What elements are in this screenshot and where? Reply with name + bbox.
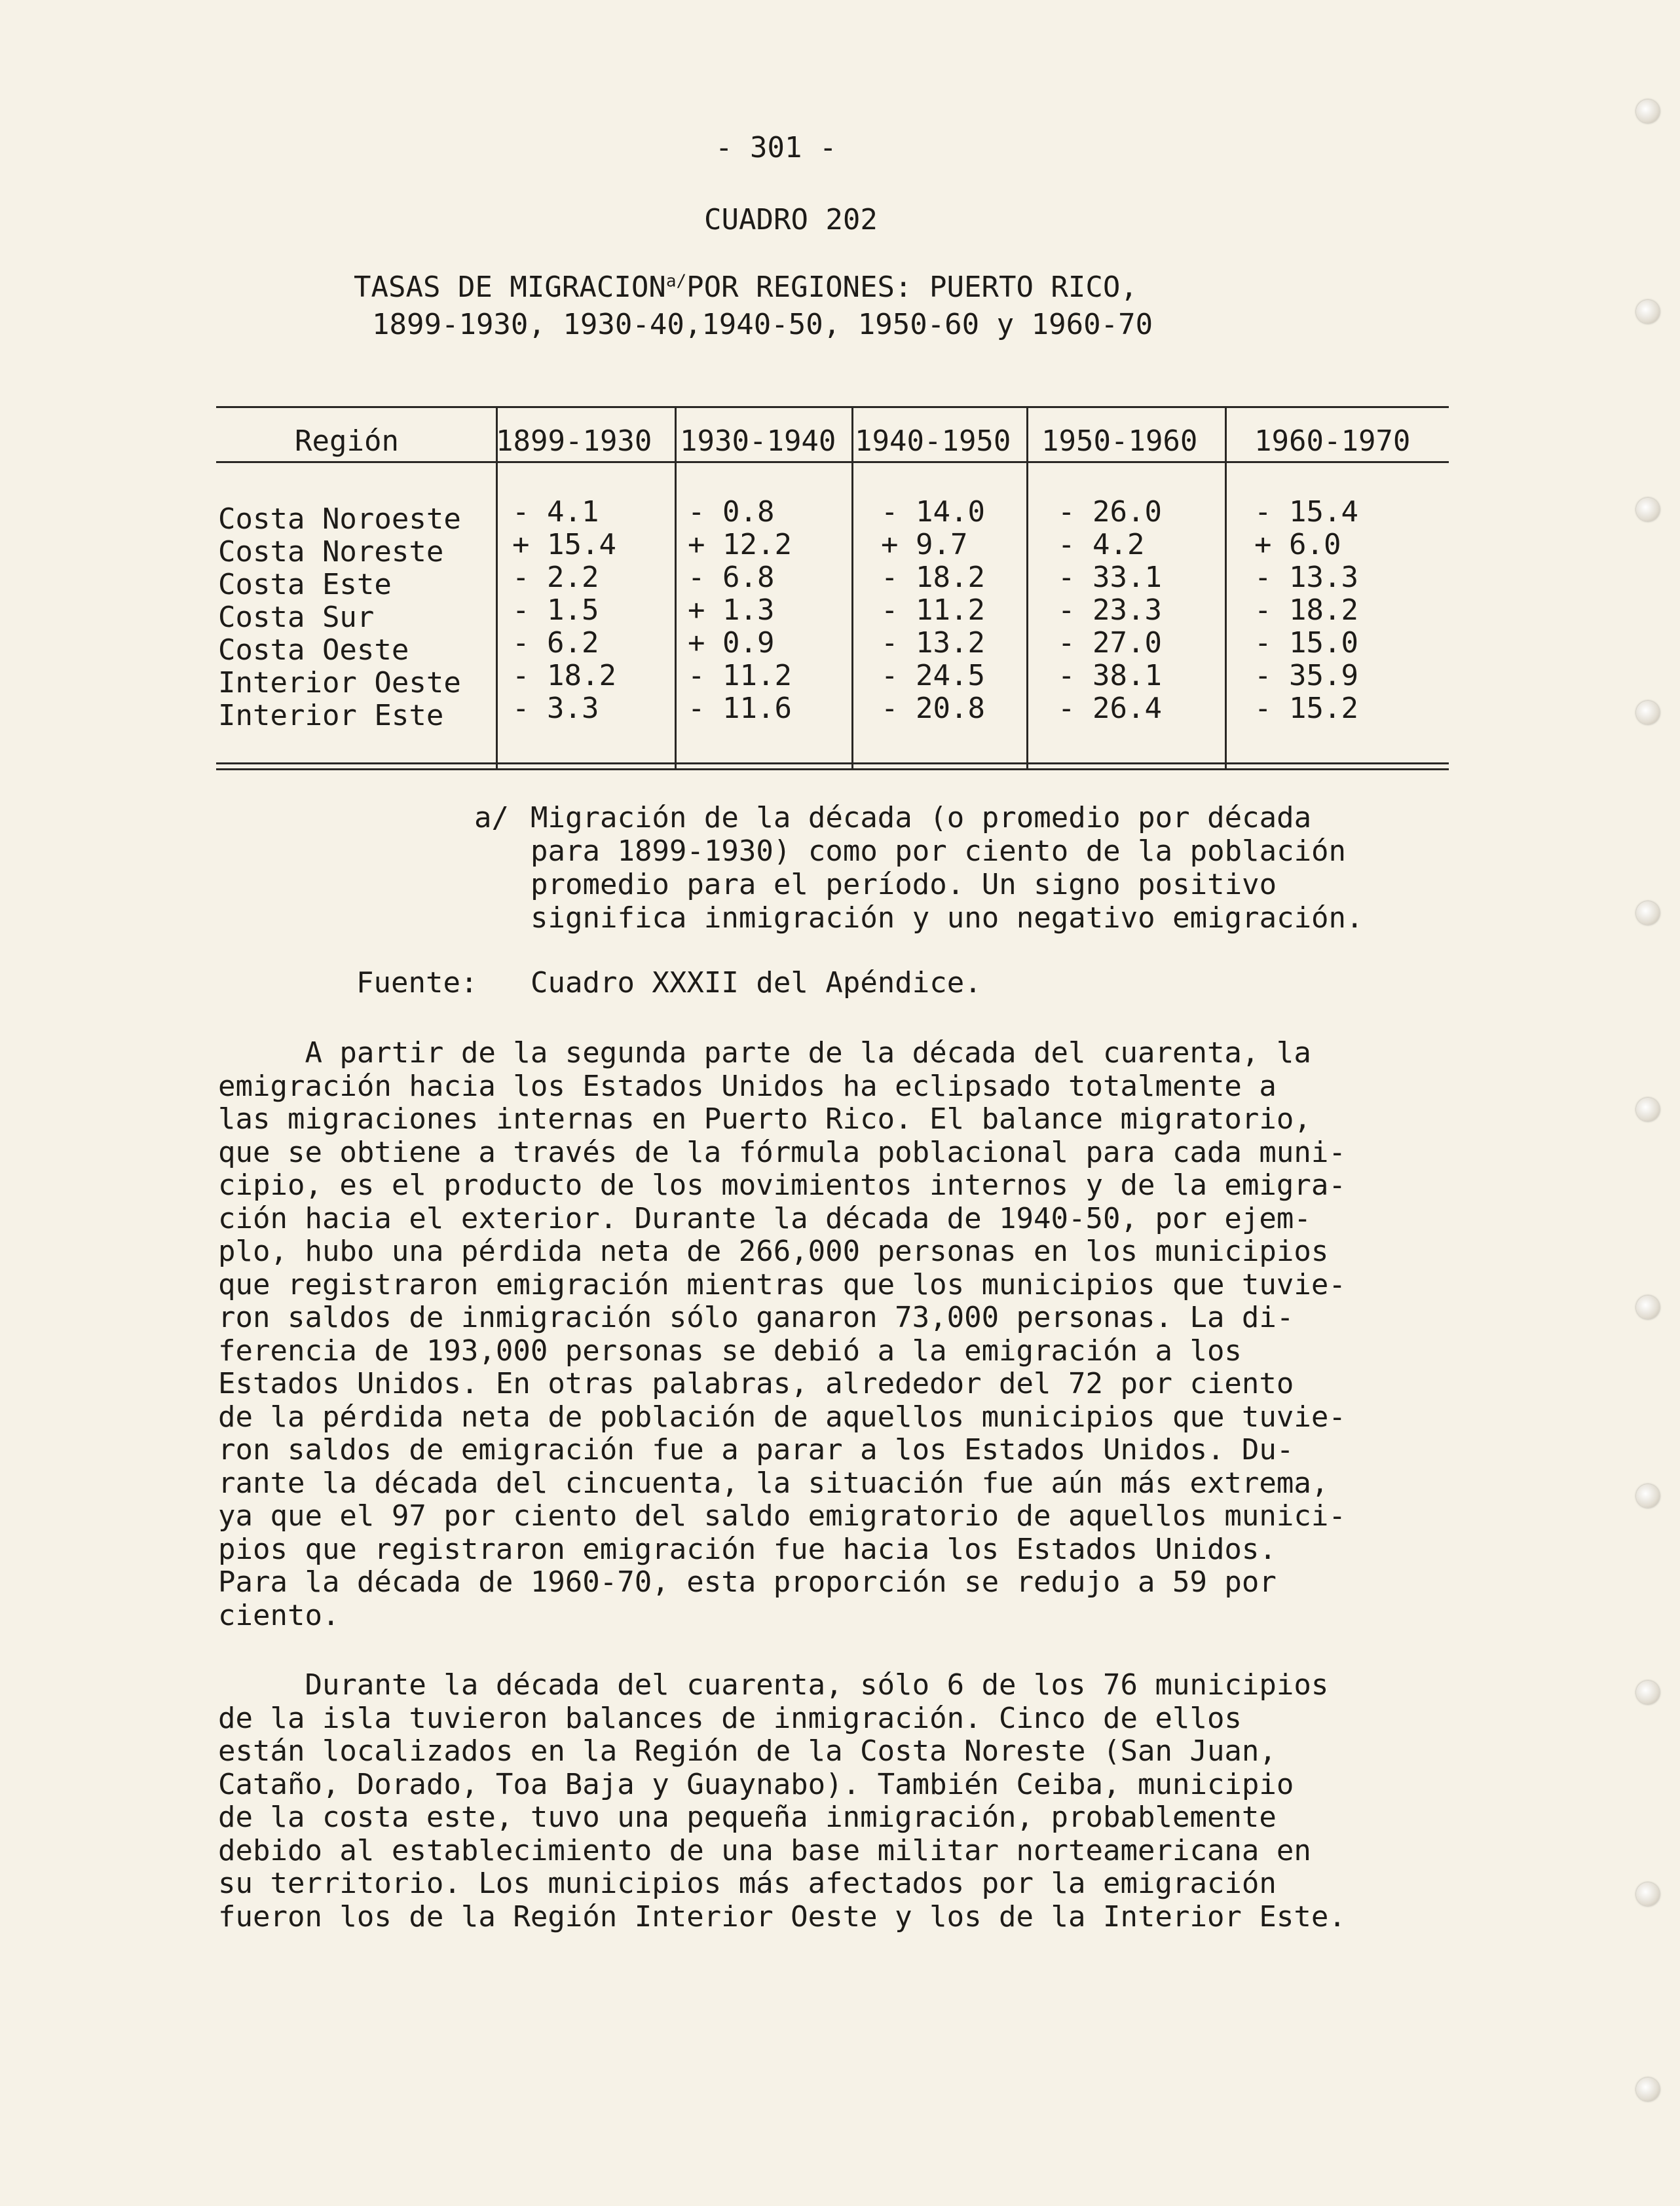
header-1960-1970: 1960-1970: [1254, 424, 1411, 458]
col-divider: [1026, 406, 1028, 770]
text-line: Durante la década del cuarenta, sólo 6 de los 76 municipios: [218, 1668, 1329, 1702]
text-line: de la pérdida neta de población de aquellos municipios que tuvie-: [218, 1400, 1346, 1434]
footnote-mark: a/: [474, 801, 509, 834]
cell: - 0.8: [688, 495, 775, 529]
binder-hole: [1636, 1296, 1660, 1319]
cell: - 23.3: [1058, 593, 1162, 627]
table-top-rule: [216, 406, 1449, 408]
cell: - 2.2: [512, 561, 599, 594]
cell: - 35.9: [1254, 659, 1358, 692]
row-region: Costa Noreste: [218, 535, 444, 569]
cell: - 18.2: [881, 561, 985, 594]
cell: + 0.9: [688, 626, 775, 660]
cell: - 20.8: [881, 692, 985, 725]
binder-hole: [1636, 2078, 1660, 2101]
row-region: Costa Noroeste: [218, 502, 461, 536]
text-line: A partir de la segunda parte de la década del cuarenta, la: [218, 1036, 1311, 1070]
cell: - 18.2: [512, 659, 616, 692]
col-divider: [675, 406, 677, 770]
table-number: CUADRO 202: [704, 203, 878, 236]
footnote-line: Migración de la década (o promedio por década: [531, 801, 1312, 834]
cell: - 14.0: [881, 495, 985, 529]
cell: - 15.0: [1254, 626, 1358, 660]
footnote-text: [531, 801, 1480, 935]
binder-hole: [1636, 100, 1660, 123]
cell: - 6.2: [512, 626, 599, 660]
cell: - 13.2: [881, 626, 985, 660]
cell: - 26.0: [1058, 495, 1162, 529]
text-line: ción hacia el exterior. Durante la década de 1940-50, por ejem-: [218, 1201, 1311, 1235]
binder-hole: [1636, 901, 1660, 925]
header-1899-1930: 1899-1930: [496, 424, 652, 458]
text-line: están localizados en la Región de la Costa Noreste (San Juan,: [218, 1734, 1277, 1768]
binder-hole: [1636, 1484, 1660, 1508]
text-line: rante la década del cincuenta, la situación fue aún más extrema,: [218, 1466, 1329, 1500]
binder-hole: [1636, 300, 1660, 324]
col-divider: [851, 406, 853, 770]
table-bottom-rule: [216, 762, 1449, 764]
cell: - 27.0: [1058, 626, 1162, 660]
cell: - 11.2: [881, 593, 985, 627]
text-line: las migraciones internas en Puerto Rico. El balance migratorio,: [218, 1102, 1311, 1136]
row-region: Costa Oeste: [218, 633, 409, 667]
header-1930-1940: 1930-1940: [680, 424, 836, 458]
text-line: ron saldos de emigración fue a parar a los Estados Unidos. Du-: [218, 1433, 1294, 1467]
table-bottom-rule-2: [216, 768, 1449, 770]
text-line: ya que el 97 por ciento del saldo emigratorio de aquellos munici-: [218, 1499, 1346, 1533]
row-region: Interior Oeste: [218, 666, 461, 700]
binder-hole: [1636, 701, 1660, 724]
cell: + 12.2: [688, 528, 792, 561]
cell: - 15.4: [1254, 495, 1358, 529]
row-region: Interior Este: [218, 699, 444, 732]
cell: - 15.2: [1254, 692, 1358, 725]
text-line: su territorio. Los municipios más afectados por la emigración: [218, 1867, 1277, 1900]
header-region: Región: [295, 424, 399, 458]
cell: - 4.1: [512, 495, 599, 529]
cell: - 4.2: [1058, 528, 1145, 561]
row-region: Costa Este: [218, 568, 392, 601]
cell: - 13.3: [1254, 561, 1358, 594]
binder-hole: [1636, 498, 1660, 521]
text-line: Cataño, Dorado, Toa Baja y Guaynabo). También Ceiba, municipio: [218, 1767, 1294, 1801]
col-divider: [1225, 406, 1227, 770]
text-line: pios que registraron emigración fue hacia los Estados Unidos.: [218, 1532, 1277, 1566]
table-header-rule: [216, 461, 1449, 463]
binder-hole: [1636, 1098, 1660, 1121]
cell: - 11.2: [688, 659, 792, 692]
text-line: de la costa este, tuvo una pequeña inmigración, probablemente: [218, 1801, 1277, 1834]
source-text: Cuadro XXXII del Apéndice.: [531, 966, 982, 1000]
text-line: fueron los de la Región Interior Oeste y los de la Interior Este.: [218, 1899, 1346, 1934]
text-line: que se obtiene a través de la fórmula poblacional para cada muni-: [218, 1135, 1346, 1169]
text-line: Estados Unidos. En otras palabras, alrededor del 72 por ciento: [218, 1367, 1294, 1400]
cell: - 3.3: [512, 692, 599, 725]
body-paragraph-2: [218, 1669, 1489, 1934]
text-line: de la isla tuvieron balances de inmigración. Cinco de ellos: [218, 1701, 1242, 1735]
cell: + 9.7: [881, 528, 968, 561]
text-line: plo, hubo una pérdida neta de 266,000 personas en los municipios: [218, 1235, 1329, 1268]
text-line: ferencia de 193,000 personas se debió a la emigración a los: [218, 1334, 1242, 1368]
cell: - 18.2: [1254, 593, 1358, 627]
text-line: ron saldos de inmigración sólo ganaron 73,000 personas. La di-: [218, 1301, 1294, 1334]
text-line: ciento.: [218, 1598, 340, 1632]
title-main-before: TASAS DE MIGRACION: [354, 271, 666, 304]
title-footnote-mark: a/: [665, 271, 687, 291]
cell: - 6.8: [688, 561, 775, 594]
footnote-line: promedio para el período. Un signo positivo: [531, 868, 1277, 901]
table-title: [354, 271, 1138, 304]
footnote-line: significa inmigración y uno negativo emigración.: [531, 901, 1364, 935]
cell: - 38.1: [1058, 659, 1162, 692]
text-line: Para la década de 1960-70, esta proporción se redujo a 59 por: [218, 1565, 1277, 1599]
table-periods: 1899-1930, 1930-40,1940-50, 1950-60 y 1960-70: [372, 308, 1153, 341]
title-main-after: POR REGIONES: PUERTO RICO,: [686, 271, 1138, 304]
page-number: - 301 -: [715, 131, 837, 164]
cell: + 15.4: [512, 528, 616, 561]
header-1940-1950: 1940-1950: [855, 424, 1011, 458]
cell: - 26.4: [1058, 692, 1162, 725]
col-divider: [496, 406, 498, 770]
cell: + 1.3: [688, 593, 775, 627]
cell: - 24.5: [881, 659, 985, 692]
cell: - 1.5: [512, 593, 599, 627]
text-line: cipio, es el producto de los movimientos internos y de la emigra-: [218, 1168, 1346, 1202]
binder-hole: [1636, 1681, 1660, 1704]
binder-hole: [1636, 1882, 1660, 1906]
body-paragraph-1: [218, 1037, 1489, 1632]
text-line: debido al establecimiento de una base militar norteamericana en: [218, 1833, 1311, 1867]
cell: + 6.0: [1254, 528, 1341, 561]
cell: - 11.6: [688, 692, 792, 725]
text-line: emigración hacia los Estados Unidos ha eclipsado totalmente a: [218, 1069, 1277, 1103]
cell: - 33.1: [1058, 561, 1162, 594]
header-1950-1960: 1950-1960: [1041, 424, 1198, 458]
text-line: que registraron emigración mientras que los municipios que tuvie-: [218, 1267, 1346, 1301]
source-label: Fuente:: [356, 966, 478, 1000]
footnote-line: para 1899-1930) como por ciento de la población: [531, 834, 1347, 868]
row-region: Costa Sur: [218, 601, 375, 634]
